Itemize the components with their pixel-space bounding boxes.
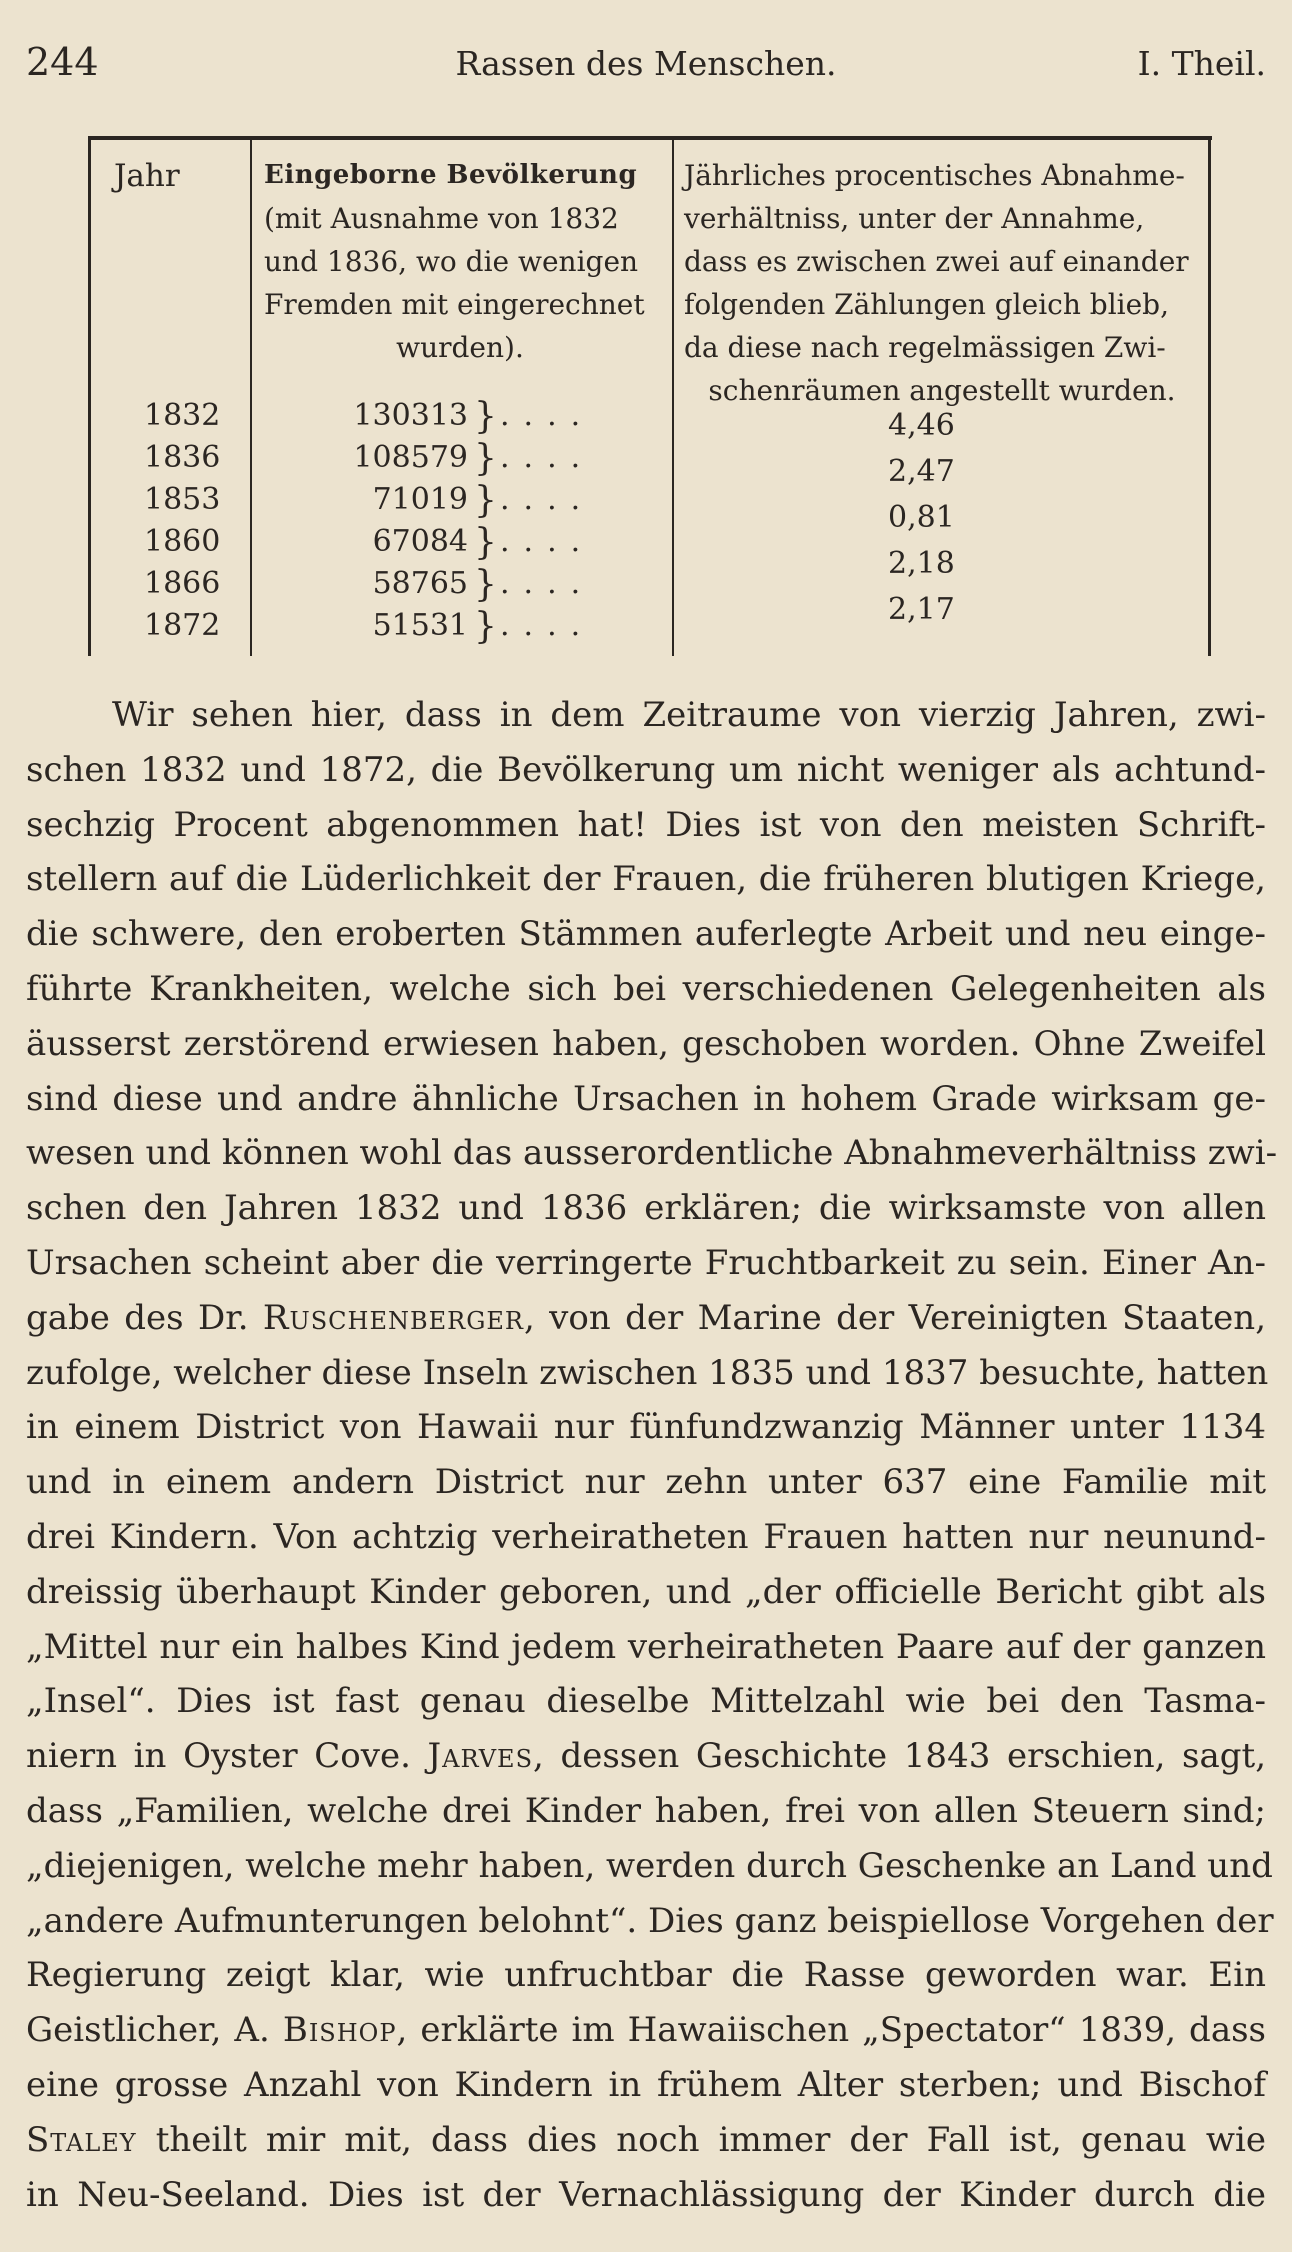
text-line: „diejenigen, welche mehr haben, werden durch Geschenke an Land und [26, 1845, 1273, 1886]
text-line: wesen und können wohl das ausserordentliche Abnahmeverhältniss zwi- [26, 1133, 1278, 1174]
row-brace: } [474, 606, 497, 647]
header-population-title: Eingeborne Bevölkerung [264, 160, 638, 190]
text-line: in Neu-Seeland. Dies ist der Vernachlässigung der Kinder durch die [26, 2174, 1266, 2215]
header-rate [684, 154, 1200, 412]
header-rate-line: verhältniss, unter der Annahme, [684, 202, 1145, 235]
row-dots: .... [500, 608, 595, 643]
table-row [88, 398, 648, 438]
author-name: Ruschenberger [262, 1297, 524, 1338]
row-population: 108579 [353, 440, 468, 475]
header-population-line: (mit Ausnahme von 1832 [264, 202, 619, 235]
rate-value: 2,47 [888, 454, 955, 489]
row-brace: } [474, 522, 497, 563]
rate-value: 2,18 [888, 546, 955, 581]
text-line: und in einem andern District nur zehn unter 637 eine Familie mit [26, 1462, 1266, 1503]
row-dots: .... [500, 566, 595, 601]
row-population: 71019 [372, 482, 468, 517]
text-segment: Geistlicher, A. [26, 2010, 283, 2051]
row-year: 1836 [144, 440, 221, 475]
rate-value: 2,17 [888, 592, 955, 627]
text-line [26, 1291, 1266, 1346]
header-year: Jahr [114, 158, 180, 194]
author-name: Bishop [282, 2010, 397, 2051]
row-brace: } [474, 438, 497, 479]
author-name: Jarves [427, 1736, 534, 1777]
rate-value: 4,46 [888, 408, 955, 443]
text-line: Wir sehen hier, dass in dem Zeitraume von vierzig Jahren, zwi- [112, 695, 1266, 735]
text-line: schen den Jahren 1832 und 1836 erklären; die wirksamste von allen [26, 1188, 1266, 1229]
row-year: 1853 [144, 482, 221, 517]
text-line [26, 1729, 1266, 1784]
row-dots: .... [500, 440, 595, 475]
table-row [88, 608, 648, 648]
text-line: äusserst zerstörend erwiesen haben, geschoben worden. Ohne Zweifel [26, 1023, 1266, 1064]
text-segment: theilt mir mit, dass dies noch immer der Fall ist, genau wie [136, 2119, 1266, 2160]
text-line: in einem District von Hawaii nur fünfundzwanzig Männer unter 1134 [26, 1407, 1266, 1448]
table-right-rule [1208, 136, 1211, 656]
text-line: stellern auf die Lüderlichkeit der Frauen, die früheren blutigen Kriege, [26, 859, 1266, 900]
text-segment: niern in Oyster Cove. [26, 1736, 428, 1777]
text-line: Regierung zeigt klar, wie unfruchtbar die Rasse geworden war. Ein [26, 1955, 1266, 1996]
running-title: Rassen des Menschen. [455, 44, 837, 83]
row-brace: } [474, 480, 497, 521]
row-dots: .... [500, 398, 595, 433]
text-segment: , dessen Geschichte 1843 erschien, sagt, [533, 1736, 1267, 1777]
row-population: 67084 [372, 524, 468, 559]
population-table [88, 136, 1212, 656]
text-line: dass „Familien, welche drei Kinder haben, frei von allen Steuern sind; [26, 1790, 1266, 1831]
text-segment: gabe des Dr. [26, 1297, 263, 1338]
row-dots: .... [500, 482, 595, 517]
text-line: zufolge, welcher diese Inseln zwischen 1835 und 1837 besuchte, hatten [26, 1352, 1269, 1393]
table-row [88, 440, 648, 480]
table-row [88, 566, 648, 606]
header-rate-line: Jährliches procentisches Abnahme- [684, 159, 1185, 192]
row-brace: } [474, 564, 497, 605]
row-population: 51531 [372, 608, 468, 643]
text-line [26, 2003, 1266, 2058]
row-population: 130313 [353, 398, 468, 433]
row-population: 58765 [372, 566, 468, 601]
author-name: Staley [26, 2119, 137, 2160]
page-number: 244 [26, 40, 99, 84]
text-line: eine grosse Anzahl von Kindern in frühem Alter sterben; und Bischof [26, 2064, 1266, 2105]
header-rate-line: da diese nach regelmässigen Zwi- [684, 331, 1166, 364]
text-line: drei Kindern. Von achtzig verheiratheten Frauen hatten nur neunund- [26, 1516, 1266, 1557]
text-line: Ursachen scheint aber die verringerte Fruchtbarkeit zu sein. Einer An- [26, 1242, 1266, 1283]
text-segment: , erklärte im Hawaiischen „Spectator“ 1839, dass [396, 2010, 1266, 2051]
text-line: schen 1832 und 1872, die Bevölkerung um nicht weniger als achtund- [26, 749, 1266, 790]
text-line [26, 2113, 1266, 2168]
text-line: dreissig überhaupt Kinder geboren, und „der officielle Bericht gibt als [26, 1571, 1266, 1612]
table-row [88, 482, 648, 522]
text-line: sind diese und andre ähnliche Ursachen in hohem Grade wirksam ge- [26, 1078, 1266, 1119]
table-top-rule [88, 136, 1212, 140]
row-year: 1860 [144, 524, 221, 559]
text-line: sechzig Procent abgenommen hat! Dies ist von den meisten Schrift- [26, 804, 1266, 845]
row-year: 1832 [144, 398, 221, 433]
text-line: „Mittel nur ein halbes Kind jedem verheiratheten Paare auf der ganzen [26, 1626, 1266, 1667]
header-population [264, 154, 656, 369]
header-population-line: wurden). [396, 331, 524, 364]
header-population-line: und 1836, wo die wenigen [264, 245, 639, 278]
text-line: „Insel“. Dies ist fast genau dieselbe Mittelzahl wie bei den Tasma- [26, 1681, 1266, 1722]
text-line: führte Krankheiten, welche sich bei verschiedenen Gelegenheiten als [26, 968, 1266, 1009]
row-dots: .... [500, 524, 595, 559]
header-rate-line: schenräumen angestellt wurden. [708, 374, 1176, 407]
text-line: „andere Aufmunterungen belohnt“. Dies ganz beispiellose Vorgehen der [26, 1900, 1274, 1941]
header-rate-line: dass es zwischen zwei auf einander [684, 245, 1189, 278]
row-brace: } [474, 396, 497, 437]
part-label: I. Theil. [1137, 44, 1266, 83]
page-header [26, 40, 1266, 90]
text-segment: , von der Marine der Vereinigten Staaten, [523, 1297, 1266, 1338]
header-population-line: Fremden mit eingerechnet [264, 288, 645, 321]
header-rate-line: folgenden Zählungen gleich blieb, [684, 288, 1170, 321]
rate-value: 0,81 [888, 500, 955, 535]
table-row [88, 524, 648, 564]
body-paragraph [26, 688, 1278, 2222]
text-line: die schwere, den eroberten Stämmen auferlegte Arbeit und neu einge- [26, 914, 1266, 955]
table-column-rule [672, 136, 674, 656]
row-year: 1872 [144, 608, 221, 643]
row-year: 1866 [144, 566, 221, 601]
